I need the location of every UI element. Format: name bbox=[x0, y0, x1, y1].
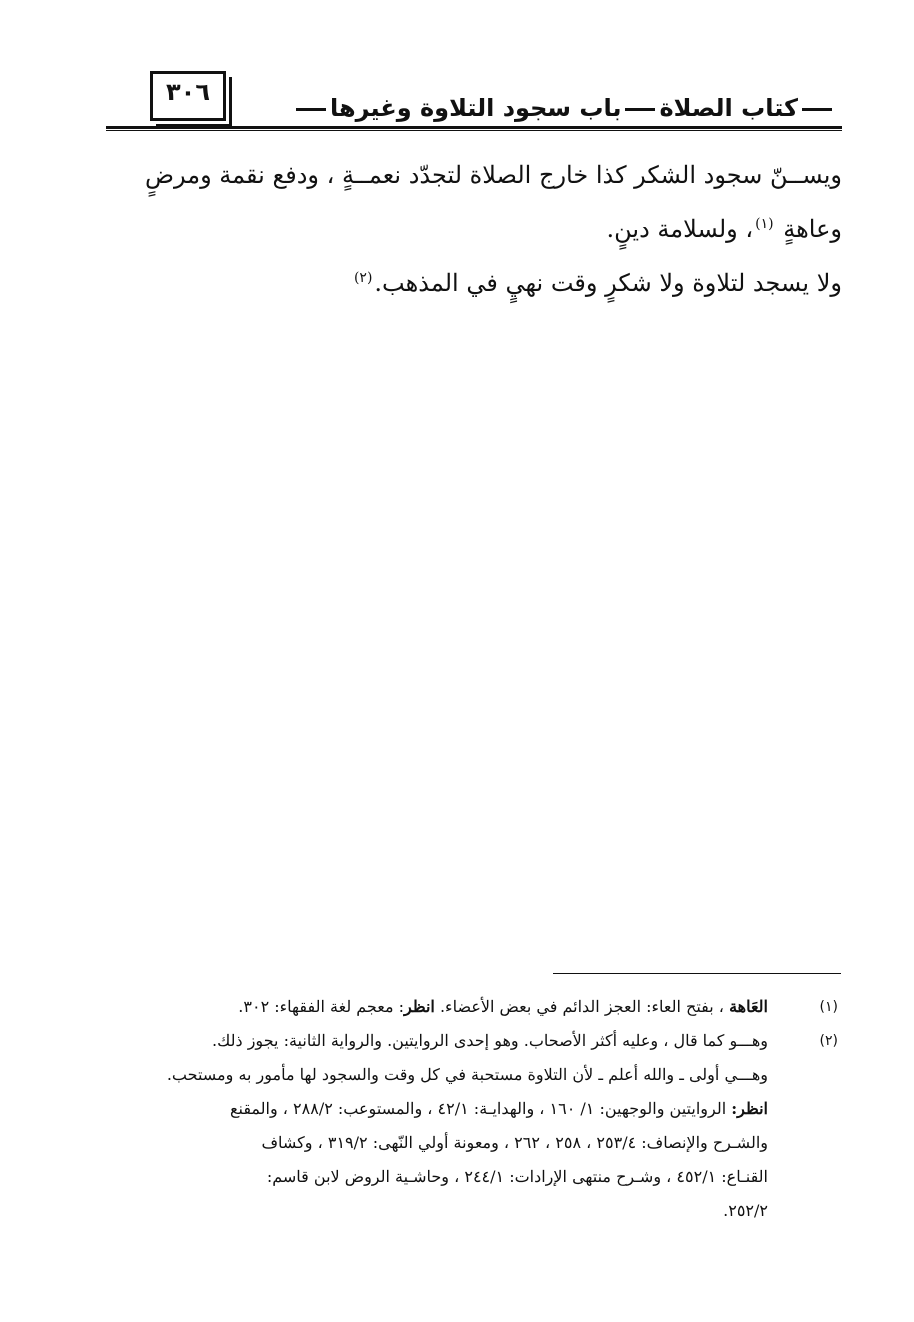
footnote-line: وهـــو كما قال ، وعليه أكثر الأصحاب. وهو إحدى الروايتين. والرواية الثانية: يجوز ذلك. bbox=[212, 1031, 768, 1050]
header-rule bbox=[106, 126, 842, 129]
footnote-line bbox=[102, 990, 768, 1024]
footnote-text: ، بفتح العاء: العجز الدائم في بعض الأعضاء. bbox=[439, 997, 724, 1016]
title-dash bbox=[802, 108, 832, 111]
see-label: انظر: bbox=[731, 1099, 768, 1118]
footnote-ref-2[interactable]: (٢) bbox=[353, 270, 373, 286]
header-rule-thin bbox=[106, 130, 842, 131]
footnote-term: العَاهة bbox=[729, 997, 768, 1016]
body-line-part: وعاهةٍ bbox=[783, 215, 842, 243]
body-line-part: ، ولسلامة دينٍ. bbox=[606, 215, 754, 243]
footnote-text: الروايتين والوجهين: ١/ ١٦٠ ، والهدايـة: ٤٢/١ ، والمستوعب: ٢٨٨/٢ ، والمقنع bbox=[229, 1099, 727, 1118]
footnote-ref-1[interactable]: (١) bbox=[755, 216, 774, 232]
title-dash bbox=[625, 108, 655, 111]
footnote-separator bbox=[553, 973, 841, 974]
footnote-marker: (٢) bbox=[819, 1033, 838, 1049]
page-number: ٣٠٦ bbox=[166, 78, 210, 106]
title-dash bbox=[296, 108, 326, 111]
footnote-1 bbox=[102, 990, 838, 1024]
see-label: انظر bbox=[404, 997, 435, 1016]
footnotes bbox=[102, 990, 838, 1228]
body-line-part: ولا يسجد لتلاوة ولا شكرٍ وقت نهيٍ في المذهب. bbox=[374, 269, 842, 297]
footnote-line: ٢٥٢/٢. bbox=[723, 1201, 768, 1220]
body-line bbox=[102, 256, 842, 310]
page-number-box bbox=[150, 71, 226, 121]
body-line bbox=[102, 202, 842, 256]
running-title bbox=[286, 94, 842, 122]
footnote-line: والشـرح والإنصاف: ٢٥٣/٤ ، ٢٥٨ ، ٢٦٢ ، ومعونة أولي النّهى: ٣١٩/٢ ، وكشاف bbox=[261, 1133, 768, 1152]
running-title-book: كتاب الصلاة bbox=[659, 94, 798, 122]
footnote-2 bbox=[102, 1024, 838, 1228]
running-title-chapter: باب سجود التلاوة وغيرها bbox=[329, 94, 622, 122]
footnote-text: : معجم لغة الفقهاء: ٣٠٢. bbox=[238, 997, 405, 1016]
footnote-marker: (١) bbox=[819, 999, 838, 1015]
main-text bbox=[102, 148, 842, 310]
footnote-line: وهـــي أولى ـ والله أعلم ـ لأن التلاوة مستحبة في كل وقت والسجود لها مأمور به ومستحب. bbox=[166, 1065, 768, 1084]
footnote-line bbox=[102, 1092, 768, 1126]
footnote-line: القنـاع: ٤٥٢/١ ، وشـرح منتهى الإرادات: ٢٤٤/١ ، وحاشـية الروض لابن قاسم: bbox=[266, 1167, 768, 1186]
body-line: ويســنّ سجود الشكر كذا خارج الصلاة لتجدّد نعمــةٍ ، ودفع نقمة ومرضٍ bbox=[144, 161, 842, 189]
